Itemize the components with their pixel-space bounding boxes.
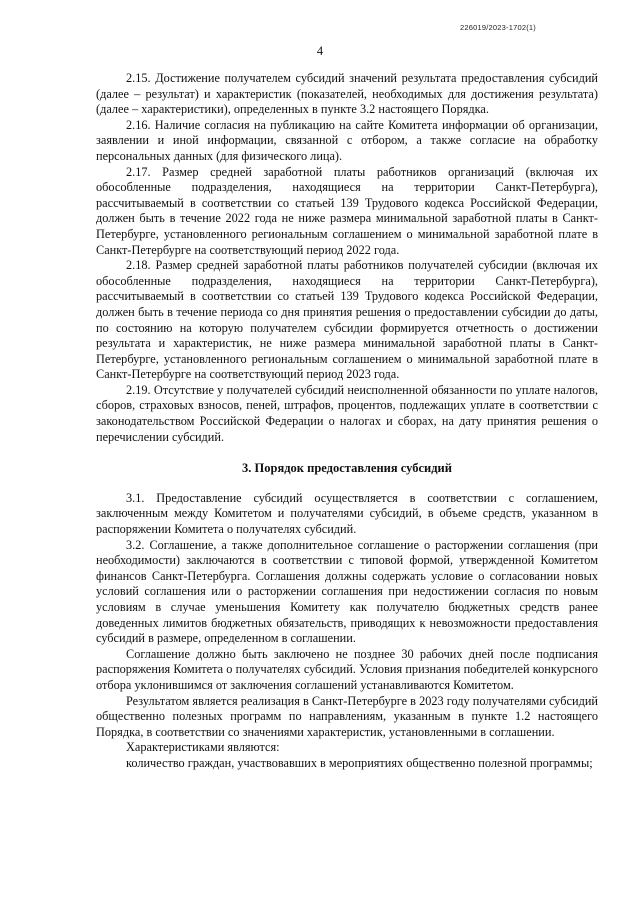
paragraph-2-19: 2.19. Отсутствие у получателей субсидий неисполненной обязанности по уплате налогов, сборов, страховых взносов, пеней, штрафов, процентов, подлежащих уплате в соответствии с законодательством Российской Федерации о налогах и сборах, на дату принятия решения о перечислении субсидий. bbox=[96, 382, 598, 444]
document-id: 226019/2023-1702(1) bbox=[460, 23, 536, 32]
page-number: 4 bbox=[316, 44, 324, 58]
paragraph-3-2: 3.2. Соглашение, а также дополнительное соглашение о расторжении соглашения (при необходимости) заключаются в соответствии с типовой формой, утвержденной Комитетом финансов Санкт-Петербурга. Соглашения должны содержать условие о согласовании новых условий соглашения или о расторжении соглашения при недостижении согласия по новым условиям в случае уменьшения Комитету как получателю бюджетных средств ранее доведенных лимитов бюджетных обязательств, приводящих к невозможности предоставления субсидий в размере, определенном в соглашении. bbox=[96, 537, 598, 646]
paragraph-2-17: 2.17. Размер средней заработной платы работников организаций (включая их обособленные подразделения, находящиеся на территории Санкт-Петербурга), рассчитываемый в соответствии со статьей 139 Трудового кодекса Российской Федерации, должен быть в течение 2022 года не ниже размера минимальной заработной платы в Санкт-Петербурге, установленного региональным соглашением о минимальной заработной плате в Санкт-Петербурге на соответствующий период 2022 года. bbox=[96, 164, 598, 257]
paragraph-agreement-deadline: Соглашение должно быть заключено не позднее 30 рабочих дней после подписания распоряжения Комитета о получателях субсидий. Условия признания победителей конкурсного отбора уклонившимся от заключения соглашений устанавливаются Комитетом. bbox=[96, 646, 598, 692]
paragraph-characteristic-1: количество граждан, участвовавших в мероприятиях общественно полезной программы; bbox=[126, 755, 593, 770]
paragraph-result: Результатом является реализация в Санкт-Петербурге в 2023 году получателями субсидий общественно полезных программ по направлениям, указанным в пункте 1.2 настоящего Порядка, в соответствии со значениями характеристик, установленными в соглашении. bbox=[96, 693, 598, 739]
paragraph-2-15: 2.15. Достижение получателем субсидий значений результата предоставления субсидий (далее – результат) и характеристик (показателей, необходимых для достижения результата) (далее – характеристики), определенных в пункте 3.2 настоящего Порядка. bbox=[96, 71, 598, 117]
section-3-heading: 3. Порядок предоставления субсидий bbox=[242, 461, 452, 476]
paragraph-3-1: 3.1. Предоставление субсидий осуществляется в соответствии с соглашением, заключенным между Комитетом и получателями субсидий, в объеме средств, указанном в распоряжении Комитета о получателях субсидий. bbox=[96, 490, 598, 537]
document-body bbox=[96, 71, 598, 772]
paragraph-2-18: 2.18. Размер средней заработной платы работников получателей субсидии (включая их обособленные подразделения, находящиеся на территории Санкт-Петербурга), рассчитываемый в соответствии со статьей 139 Трудового кодекса Российской Федерации, должен быть в течение периода со дня принятия решения о предоставлении субсидии до даты, по состоянию на которую получателем субсидии формируется отчетность о достижении результата и характеристик, не ниже размера минимальной заработной платы в Санкт-Петербурге, установленного региональным соглашением о минимальной заработной плате в Санкт-Петербурге на соответствующий период 2023 года. bbox=[96, 258, 598, 382]
paragraph-2-16: 2.16. Наличие согласия на публикацию на сайте Комитета информации об организации, заявлении и иной информации, связанной с отбором, а также согласие на обработку персональных данных (для физического лица). bbox=[96, 117, 598, 163]
paragraph-characteristics-intro: Характеристиками являются: bbox=[126, 740, 280, 755]
